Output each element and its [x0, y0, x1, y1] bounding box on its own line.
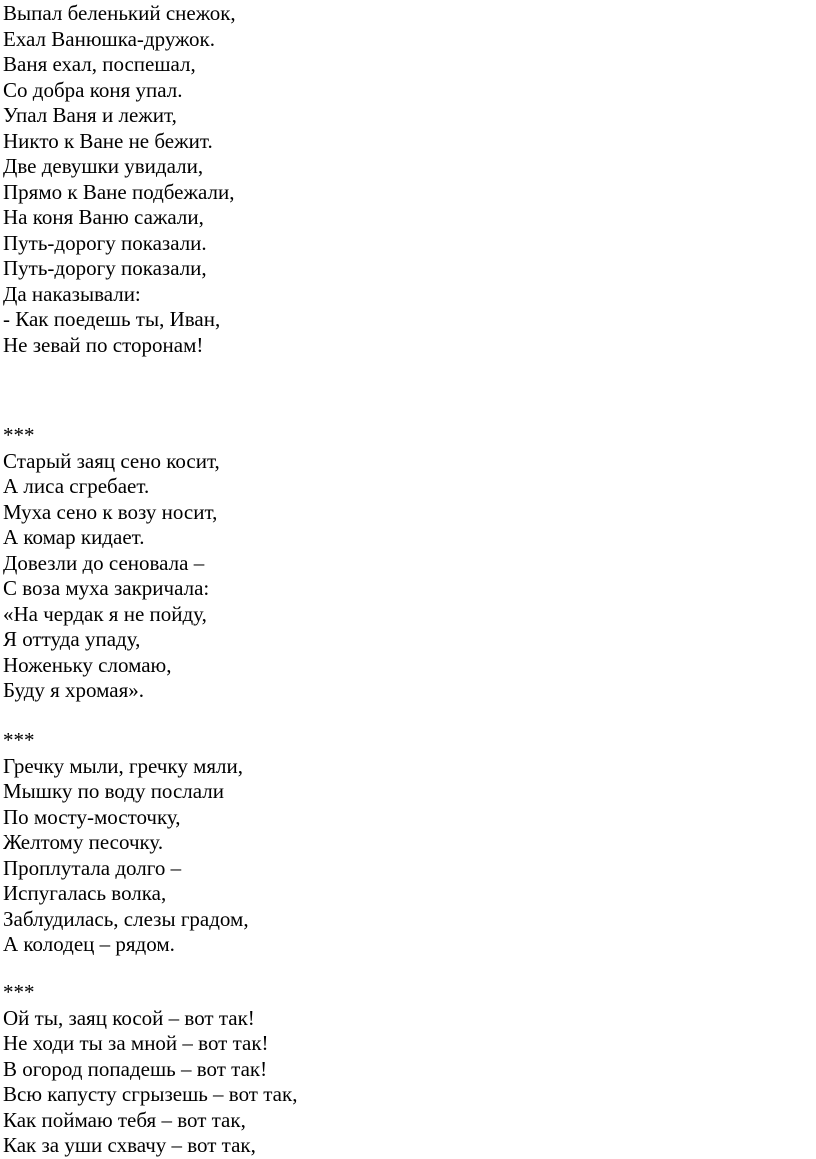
- poem-line: В огород попадешь – вот так!: [3, 1056, 268, 1081]
- poem-line: Не ходи ты за мной – вот так!: [3, 1031, 269, 1055]
- poem-line: На коня Ваню сажали,: [3, 205, 204, 229]
- poem-line: Буду я хромая».: [3, 678, 145, 702]
- poem-line: Как за уши схвачу – вот так,: [3, 1133, 256, 1157]
- poem-line: А колодец – рядом.: [3, 932, 175, 956]
- poem-line: Упал Ваня и лежит,: [3, 103, 177, 127]
- poem-line: Ой ты, заяц косой – вот так!: [3, 1005, 255, 1030]
- poem-line: Да наказывали:: [3, 281, 141, 306]
- poem-line: Путь-дорогу показали.: [3, 230, 207, 255]
- poem-line: Как поймаю тебя – вот так,: [3, 1107, 246, 1132]
- poem-line: Проплутала долго –: [3, 855, 182, 880]
- poem-separator: ***: [3, 980, 35, 1004]
- poem-3: [3, 728, 249, 958]
- poem-line: Выпал беленький снежок,: [3, 1, 236, 25]
- poem-1: [3, 1, 236, 358]
- poem-line: Муха сено к возу носит,: [3, 499, 218, 524]
- poem-line: Ваня ехал, поспешал,: [3, 52, 196, 76]
- poem-line: По мосту-мосточку,: [3, 804, 181, 829]
- poem-line: Заблудилась, слезы градом,: [3, 906, 249, 931]
- poem-line: Старый заяц сено косит,: [3, 448, 220, 473]
- poem-line: А комар кидает.: [3, 525, 145, 549]
- poem-line: - Как поедешь ты, Иван,: [3, 307, 221, 331]
- poem-line: Никто к Ване не бежит.: [3, 128, 213, 153]
- poem-line: Путь-дорогу показали,: [3, 256, 207, 280]
- poem-separator: ***: [3, 728, 35, 752]
- poem-line: Довезли до сеновала –: [3, 550, 205, 575]
- poem-4: [3, 980, 297, 1159]
- poem-line: Желтому песочку.: [3, 830, 164, 854]
- poem-line: А лиса сгребает.: [3, 474, 150, 498]
- poem-line: Я оттуда упаду,: [3, 627, 141, 651]
- poem-line: Прямо к Ване подбежали,: [3, 179, 235, 204]
- poem-line: Ноженьку сломаю,: [3, 652, 172, 677]
- poem-line: Ехал Ванюшка-дружок.: [3, 26, 215, 51]
- poem-line: Гречку мыли, гречку мяли,: [3, 753, 243, 778]
- poem-line: Со добра коня упал.: [3, 77, 183, 102]
- poem-separator: ***: [3, 423, 35, 447]
- poem-line: Мышку по воду послали: [3, 779, 224, 803]
- poem-line: Не зевай по сторонам!: [3, 332, 204, 357]
- poem-2: [3, 423, 220, 704]
- poem-line: Испугалась волка,: [3, 881, 167, 905]
- poem-line: «На чердак я не пойду,: [3, 601, 207, 626]
- poem-line: С воза муха закричала:: [3, 576, 210, 600]
- poem-line: Две девушки увидали,: [3, 154, 204, 178]
- poem-line: Всю капусту сгрызешь – вот так,: [3, 1082, 298, 1106]
